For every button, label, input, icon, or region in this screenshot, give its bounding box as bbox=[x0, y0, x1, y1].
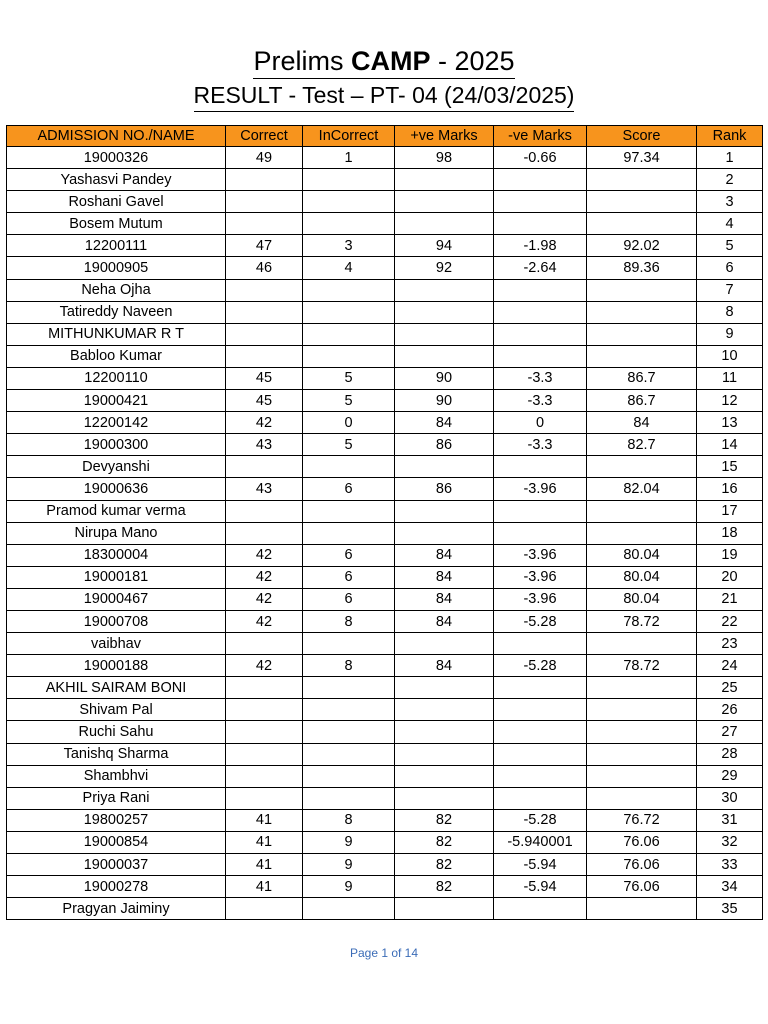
cell-admission-name: Pramod kumar verma bbox=[7, 500, 226, 522]
cell-score bbox=[587, 743, 697, 765]
cell-admission-name: 12200110 bbox=[7, 367, 226, 389]
cell-incorrect: 6 bbox=[303, 566, 395, 588]
table-row bbox=[7, 169, 763, 191]
cell-rank: 8 bbox=[697, 301, 763, 323]
cell-incorrect bbox=[303, 743, 395, 765]
cell-incorrect: 9 bbox=[303, 876, 395, 898]
cell-score bbox=[587, 456, 697, 478]
table-row bbox=[7, 854, 763, 876]
cell-score bbox=[587, 633, 697, 655]
cell-rank: 20 bbox=[697, 566, 763, 588]
table-row bbox=[7, 301, 763, 323]
cell-rank: 13 bbox=[697, 412, 763, 434]
cell-admission-name: 19000708 bbox=[7, 610, 226, 632]
cell-rank: 11 bbox=[697, 367, 763, 389]
cell-rank: 25 bbox=[697, 677, 763, 699]
cell-admission-name: 19800257 bbox=[7, 809, 226, 831]
table-row bbox=[7, 743, 763, 765]
cell-correct bbox=[226, 345, 303, 367]
cell-rank: 34 bbox=[697, 876, 763, 898]
cell-score: 86.7 bbox=[587, 390, 697, 412]
cell-admission-name: MITHUNKUMAR R T bbox=[7, 323, 226, 345]
cell-incorrect bbox=[303, 765, 395, 787]
cell-rank: 19 bbox=[697, 544, 763, 566]
col-header-negative-marks: -ve Marks bbox=[494, 126, 587, 147]
cell-negative-marks bbox=[494, 677, 587, 699]
cell-correct: 41 bbox=[226, 809, 303, 831]
cell-incorrect: 8 bbox=[303, 655, 395, 677]
table-row bbox=[7, 721, 763, 743]
table-row bbox=[7, 390, 763, 412]
cell-positive-marks: 86 bbox=[395, 434, 494, 456]
cell-rank: 24 bbox=[697, 655, 763, 677]
cell-admission-name: 19000326 bbox=[7, 147, 226, 169]
cell-score: 76.06 bbox=[587, 854, 697, 876]
table-row bbox=[7, 566, 763, 588]
cell-positive-marks: 84 bbox=[395, 655, 494, 677]
cell-negative-marks: -5.28 bbox=[494, 610, 587, 632]
cell-rank: 16 bbox=[697, 478, 763, 500]
cell-positive-marks bbox=[395, 743, 494, 765]
cell-correct bbox=[226, 522, 303, 544]
cell-rank: 17 bbox=[697, 500, 763, 522]
cell-admission-name: 19000854 bbox=[7, 831, 226, 853]
results-table bbox=[6, 125, 763, 920]
cell-correct: 42 bbox=[226, 412, 303, 434]
cell-negative-marks: -0.66 bbox=[494, 147, 587, 169]
cell-admission-name: Shambhvi bbox=[7, 765, 226, 787]
cell-correct bbox=[226, 721, 303, 743]
cell-negative-marks bbox=[494, 456, 587, 478]
table-row bbox=[7, 456, 763, 478]
cell-positive-marks bbox=[395, 633, 494, 655]
cell-score bbox=[587, 699, 697, 721]
cell-negative-marks bbox=[494, 699, 587, 721]
cell-score: 78.72 bbox=[587, 655, 697, 677]
cell-positive-marks: 84 bbox=[395, 588, 494, 610]
cell-rank: 29 bbox=[697, 765, 763, 787]
cell-admission-name: Bosem Mutum bbox=[7, 213, 226, 235]
cell-positive-marks bbox=[395, 301, 494, 323]
cell-score: 97.34 bbox=[587, 147, 697, 169]
cell-rank: 30 bbox=[697, 787, 763, 809]
cell-score: 76.06 bbox=[587, 876, 697, 898]
cell-rank: 22 bbox=[697, 610, 763, 632]
cell-score bbox=[587, 279, 697, 301]
cell-correct: 41 bbox=[226, 854, 303, 876]
table-row bbox=[7, 412, 763, 434]
table-row bbox=[7, 323, 763, 345]
cell-negative-marks: -3.96 bbox=[494, 566, 587, 588]
cell-correct: 42 bbox=[226, 566, 303, 588]
cell-positive-marks: 98 bbox=[395, 147, 494, 169]
cell-incorrect bbox=[303, 787, 395, 809]
cell-negative-marks bbox=[494, 345, 587, 367]
cell-correct bbox=[226, 765, 303, 787]
document-title bbox=[0, 44, 768, 79]
cell-rank: 32 bbox=[697, 831, 763, 853]
title-bold: CAMP bbox=[350, 46, 431, 76]
cell-positive-marks: 90 bbox=[395, 390, 494, 412]
cell-rank: 3 bbox=[697, 191, 763, 213]
cell-correct bbox=[226, 301, 303, 323]
cell-correct: 41 bbox=[226, 876, 303, 898]
cell-negative-marks: -3.96 bbox=[494, 544, 587, 566]
cell-negative-marks: -3.3 bbox=[494, 390, 587, 412]
cell-score bbox=[587, 301, 697, 323]
cell-positive-marks bbox=[395, 677, 494, 699]
cell-rank: 5 bbox=[697, 235, 763, 257]
title-prefix: Prelims bbox=[253, 46, 351, 76]
cell-positive-marks bbox=[395, 323, 494, 345]
cell-score: 76.06 bbox=[587, 831, 697, 853]
cell-rank: 35 bbox=[697, 898, 763, 920]
cell-correct bbox=[226, 456, 303, 478]
cell-negative-marks bbox=[494, 500, 587, 522]
cell-correct: 49 bbox=[226, 147, 303, 169]
cell-correct bbox=[226, 213, 303, 235]
cell-correct bbox=[226, 500, 303, 522]
cell-correct bbox=[226, 898, 303, 920]
cell-rank: 6 bbox=[697, 257, 763, 279]
cell-admission-name: Devyanshi bbox=[7, 456, 226, 478]
cell-rank: 28 bbox=[697, 743, 763, 765]
cell-positive-marks: 94 bbox=[395, 235, 494, 257]
cell-positive-marks: 82 bbox=[395, 831, 494, 853]
table-row bbox=[7, 213, 763, 235]
cell-positive-marks: 82 bbox=[395, 854, 494, 876]
cell-negative-marks: -3.96 bbox=[494, 588, 587, 610]
cell-negative-marks bbox=[494, 169, 587, 191]
cell-admission-name: 12200111 bbox=[7, 235, 226, 257]
table-row bbox=[7, 876, 763, 898]
cell-incorrect: 1 bbox=[303, 147, 395, 169]
cell-score: 80.04 bbox=[587, 588, 697, 610]
cell-positive-marks bbox=[395, 787, 494, 809]
cell-negative-marks: -3.3 bbox=[494, 367, 587, 389]
cell-admission-name: Babloo Kumar bbox=[7, 345, 226, 367]
cell-score: 89.36 bbox=[587, 257, 697, 279]
cell-rank: 18 bbox=[697, 522, 763, 544]
cell-negative-marks bbox=[494, 633, 587, 655]
cell-admission-name: vaibhav bbox=[7, 633, 226, 655]
cell-negative-marks: 0 bbox=[494, 412, 587, 434]
cell-admission-name: Tatireddy Naveen bbox=[7, 301, 226, 323]
cell-negative-marks: -3.3 bbox=[494, 434, 587, 456]
cell-incorrect: 6 bbox=[303, 544, 395, 566]
table-row bbox=[7, 367, 763, 389]
cell-positive-marks: 86 bbox=[395, 478, 494, 500]
cell-rank: 27 bbox=[697, 721, 763, 743]
table-row bbox=[7, 655, 763, 677]
cell-score: 86.7 bbox=[587, 367, 697, 389]
cell-admission-name: 19000278 bbox=[7, 876, 226, 898]
cell-incorrect bbox=[303, 677, 395, 699]
cell-incorrect: 0 bbox=[303, 412, 395, 434]
cell-positive-marks bbox=[395, 456, 494, 478]
cell-incorrect: 5 bbox=[303, 367, 395, 389]
cell-incorrect bbox=[303, 456, 395, 478]
cell-correct bbox=[226, 323, 303, 345]
cell-incorrect bbox=[303, 279, 395, 301]
col-header-score: Score bbox=[587, 126, 697, 147]
cell-negative-marks: -5.94 bbox=[494, 876, 587, 898]
cell-admission-name: Shivam Pal bbox=[7, 699, 226, 721]
cell-incorrect bbox=[303, 500, 395, 522]
table-row bbox=[7, 522, 763, 544]
cell-rank: 7 bbox=[697, 279, 763, 301]
cell-negative-marks: -5.94 bbox=[494, 854, 587, 876]
cell-negative-marks bbox=[494, 279, 587, 301]
table-row bbox=[7, 809, 763, 831]
table-row bbox=[7, 500, 763, 522]
table-row bbox=[7, 544, 763, 566]
cell-score bbox=[587, 191, 697, 213]
cell-score bbox=[587, 323, 697, 345]
cell-admission-name: 19000300 bbox=[7, 434, 226, 456]
cell-admission-name: Roshani Gavel bbox=[7, 191, 226, 213]
table-row bbox=[7, 765, 763, 787]
cell-positive-marks bbox=[395, 191, 494, 213]
cell-score: 82.04 bbox=[587, 478, 697, 500]
cell-rank: 12 bbox=[697, 390, 763, 412]
cell-score bbox=[587, 213, 697, 235]
table-header-row bbox=[7, 126, 763, 147]
cell-score: 78.72 bbox=[587, 610, 697, 632]
results-body bbox=[7, 147, 763, 920]
cell-incorrect bbox=[303, 633, 395, 655]
cell-correct: 46 bbox=[226, 257, 303, 279]
table-row bbox=[7, 898, 763, 920]
cell-rank: 33 bbox=[697, 854, 763, 876]
cell-negative-marks: -1.98 bbox=[494, 235, 587, 257]
table-row bbox=[7, 699, 763, 721]
page-footer: Page 1 of 14 bbox=[349, 946, 419, 960]
cell-correct: 45 bbox=[226, 367, 303, 389]
cell-negative-marks: -3.96 bbox=[494, 478, 587, 500]
cell-correct: 45 bbox=[226, 390, 303, 412]
cell-negative-marks: -5.28 bbox=[494, 809, 587, 831]
cell-positive-marks bbox=[395, 279, 494, 301]
cell-positive-marks: 82 bbox=[395, 809, 494, 831]
cell-correct: 43 bbox=[226, 434, 303, 456]
table-row bbox=[7, 147, 763, 169]
cell-rank: 10 bbox=[697, 345, 763, 367]
cell-score bbox=[587, 345, 697, 367]
cell-negative-marks bbox=[494, 323, 587, 345]
cell-rank: 14 bbox=[697, 434, 763, 456]
cell-incorrect bbox=[303, 721, 395, 743]
cell-positive-marks bbox=[395, 522, 494, 544]
cell-correct bbox=[226, 743, 303, 765]
table-row bbox=[7, 831, 763, 853]
cell-admission-name: 19000037 bbox=[7, 854, 226, 876]
cell-rank: 26 bbox=[697, 699, 763, 721]
cell-incorrect bbox=[303, 301, 395, 323]
cell-positive-marks bbox=[395, 699, 494, 721]
table-row bbox=[7, 677, 763, 699]
cell-correct: 43 bbox=[226, 478, 303, 500]
cell-admission-name: Pragyan Jaiminy bbox=[7, 898, 226, 920]
cell-correct: 42 bbox=[226, 544, 303, 566]
cell-rank: 1 bbox=[697, 147, 763, 169]
col-header-admission: ADMISSION NO./NAME bbox=[7, 126, 226, 147]
cell-negative-marks bbox=[494, 743, 587, 765]
table-row bbox=[7, 434, 763, 456]
table-row bbox=[7, 633, 763, 655]
cell-score bbox=[587, 169, 697, 191]
cell-positive-marks: 84 bbox=[395, 544, 494, 566]
table-row bbox=[7, 478, 763, 500]
cell-admission-name: 12200142 bbox=[7, 412, 226, 434]
cell-rank: 2 bbox=[697, 169, 763, 191]
cell-admission-name: Tanishq Sharma bbox=[7, 743, 226, 765]
cell-admission-name: 18300004 bbox=[7, 544, 226, 566]
cell-incorrect: 6 bbox=[303, 478, 395, 500]
cell-rank: 15 bbox=[697, 456, 763, 478]
table-row bbox=[7, 257, 763, 279]
cell-positive-marks bbox=[395, 213, 494, 235]
cell-correct bbox=[226, 677, 303, 699]
cell-positive-marks: 84 bbox=[395, 610, 494, 632]
cell-incorrect bbox=[303, 213, 395, 235]
cell-score bbox=[587, 500, 697, 522]
cell-correct: 42 bbox=[226, 588, 303, 610]
cell-admission-name: 19000905 bbox=[7, 257, 226, 279]
cell-score bbox=[587, 787, 697, 809]
table-row bbox=[7, 588, 763, 610]
cell-incorrect: 5 bbox=[303, 390, 395, 412]
cell-score bbox=[587, 898, 697, 920]
cell-admission-name: Nirupa Mano bbox=[7, 522, 226, 544]
cell-score: 80.04 bbox=[587, 566, 697, 588]
cell-admission-name: 19000467 bbox=[7, 588, 226, 610]
table-row bbox=[7, 235, 763, 257]
cell-correct: 41 bbox=[226, 831, 303, 853]
cell-incorrect: 6 bbox=[303, 588, 395, 610]
cell-incorrect bbox=[303, 699, 395, 721]
cell-positive-marks bbox=[395, 898, 494, 920]
col-header-positive-marks: +ve Marks bbox=[395, 126, 494, 147]
cell-admission-name: Ruchi Sahu bbox=[7, 721, 226, 743]
cell-incorrect bbox=[303, 191, 395, 213]
cell-incorrect bbox=[303, 323, 395, 345]
cell-positive-marks bbox=[395, 345, 494, 367]
cell-admission-name: Yashasvi Pandey bbox=[7, 169, 226, 191]
table-row bbox=[7, 191, 763, 213]
cell-correct bbox=[226, 169, 303, 191]
cell-score bbox=[587, 677, 697, 699]
cell-admission-name: 19000636 bbox=[7, 478, 226, 500]
cell-positive-marks bbox=[395, 765, 494, 787]
cell-negative-marks bbox=[494, 898, 587, 920]
cell-negative-marks bbox=[494, 721, 587, 743]
cell-correct bbox=[226, 191, 303, 213]
cell-admission-name: 19000421 bbox=[7, 390, 226, 412]
cell-score bbox=[587, 721, 697, 743]
cell-correct bbox=[226, 699, 303, 721]
col-header-correct: Correct bbox=[226, 126, 303, 147]
cell-incorrect: 9 bbox=[303, 831, 395, 853]
cell-positive-marks: 82 bbox=[395, 876, 494, 898]
title-underline bbox=[253, 44, 514, 79]
cell-correct: 42 bbox=[226, 610, 303, 632]
cell-positive-marks: 84 bbox=[395, 566, 494, 588]
cell-score: 76.72 bbox=[587, 809, 697, 831]
cell-score bbox=[587, 765, 697, 787]
cell-score: 82.7 bbox=[587, 434, 697, 456]
cell-score bbox=[587, 522, 697, 544]
cell-rank: 9 bbox=[697, 323, 763, 345]
document-subtitle bbox=[0, 80, 768, 112]
cell-negative-marks bbox=[494, 213, 587, 235]
cell-negative-marks bbox=[494, 787, 587, 809]
table-row bbox=[7, 787, 763, 809]
cell-correct bbox=[226, 633, 303, 655]
cell-correct bbox=[226, 787, 303, 809]
cell-admission-name: Priya Rani bbox=[7, 787, 226, 809]
cell-incorrect: 8 bbox=[303, 610, 395, 632]
cell-positive-marks bbox=[395, 500, 494, 522]
cell-positive-marks: 92 bbox=[395, 257, 494, 279]
cell-incorrect bbox=[303, 169, 395, 191]
cell-rank: 21 bbox=[697, 588, 763, 610]
cell-positive-marks bbox=[395, 721, 494, 743]
cell-incorrect: 8 bbox=[303, 809, 395, 831]
cell-score: 80.04 bbox=[587, 544, 697, 566]
col-header-incorrect: InCorrect bbox=[303, 126, 395, 147]
table-row bbox=[7, 610, 763, 632]
col-header-rank: Rank bbox=[697, 126, 763, 147]
cell-incorrect: 9 bbox=[303, 854, 395, 876]
cell-incorrect: 5 bbox=[303, 434, 395, 456]
cell-admission-name: 19000188 bbox=[7, 655, 226, 677]
cell-rank: 4 bbox=[697, 213, 763, 235]
cell-rank: 31 bbox=[697, 809, 763, 831]
cell-incorrect: 3 bbox=[303, 235, 395, 257]
cell-incorrect bbox=[303, 898, 395, 920]
cell-admission-name: AKHIL SAIRAM BONI bbox=[7, 677, 226, 699]
table-row bbox=[7, 279, 763, 301]
cell-admission-name: Neha Ojha bbox=[7, 279, 226, 301]
cell-negative-marks bbox=[494, 765, 587, 787]
table-row bbox=[7, 345, 763, 367]
cell-positive-marks: 84 bbox=[395, 412, 494, 434]
cell-rank: 23 bbox=[697, 633, 763, 655]
cell-negative-marks bbox=[494, 191, 587, 213]
cell-negative-marks: -5.28 bbox=[494, 655, 587, 677]
title-suffix: - 2025 bbox=[430, 46, 515, 76]
cell-negative-marks bbox=[494, 522, 587, 544]
cell-negative-marks bbox=[494, 301, 587, 323]
cell-correct: 47 bbox=[226, 235, 303, 257]
cell-correct: 42 bbox=[226, 655, 303, 677]
cell-admission-name: 19000181 bbox=[7, 566, 226, 588]
cell-incorrect bbox=[303, 345, 395, 367]
cell-positive-marks: 90 bbox=[395, 367, 494, 389]
cell-score: 92.02 bbox=[587, 235, 697, 257]
subtitle-text: RESULT - Test – PT- 04 (24/03/2025) bbox=[194, 80, 575, 112]
cell-incorrect bbox=[303, 522, 395, 544]
cell-incorrect: 4 bbox=[303, 257, 395, 279]
cell-positive-marks bbox=[395, 169, 494, 191]
cell-correct bbox=[226, 279, 303, 301]
cell-negative-marks: -2.64 bbox=[494, 257, 587, 279]
cell-score: 84 bbox=[587, 412, 697, 434]
cell-negative-marks: -5.940001 bbox=[494, 831, 587, 853]
